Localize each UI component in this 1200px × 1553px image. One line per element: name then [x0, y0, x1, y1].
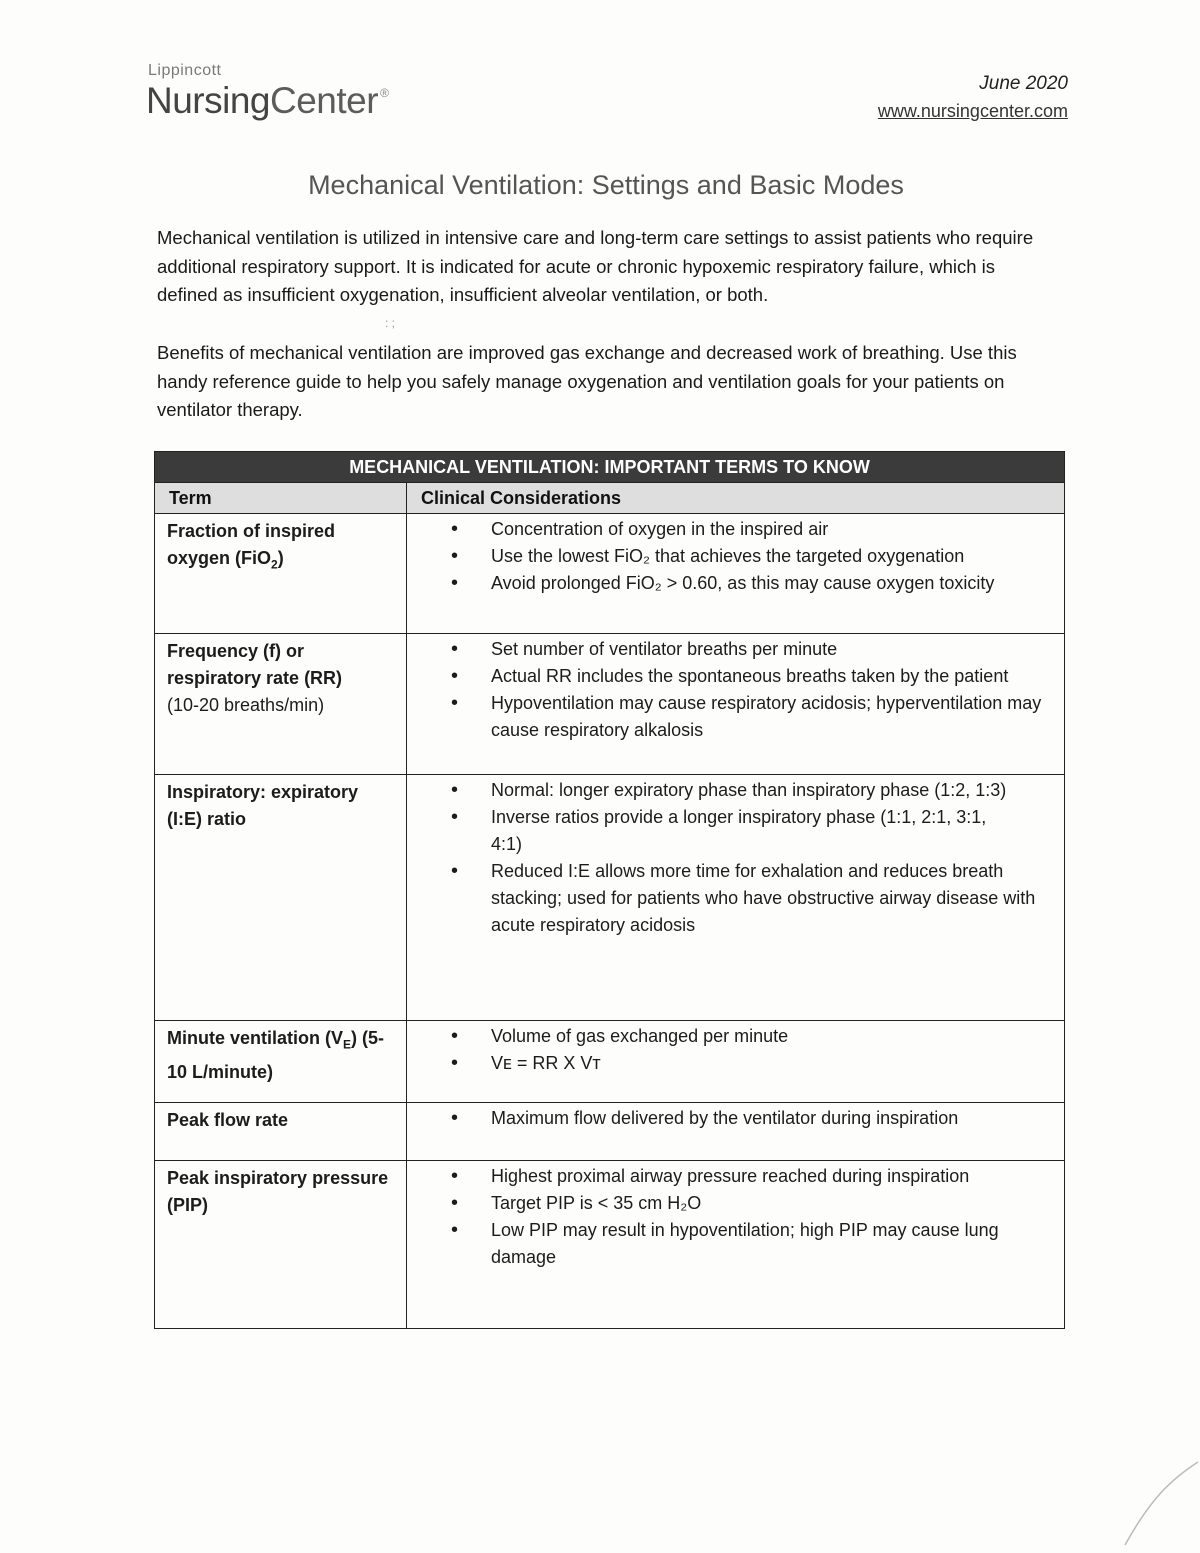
table-header-row — [155, 483, 1065, 514]
term-cell — [155, 1021, 407, 1103]
scan-specks: : ; — [385, 316, 396, 330]
term-cell — [155, 1161, 407, 1329]
note-item: • Low PIP may result in hypoventilation; high PIP may cause lung damage — [439, 1217, 1054, 1271]
term-cell — [155, 1103, 407, 1161]
note-item: • Actual RR includes the spontaneous breaths taken by the patient — [439, 663, 1054, 690]
term-text: Frequency (f) or respiratory rate (RR) — [167, 641, 343, 688]
brand-top-text: Lippincott — [148, 62, 222, 79]
note-item: • Inverse ratios provide a longer inspiratory phase (1:1, 2:1, 3:1, 4:1) — [439, 804, 1054, 858]
term-cell — [155, 634, 407, 775]
note-item: • Avoid prolonged FiO₂ > 0.60, as this may cause oxygen toxicity — [439, 570, 1054, 597]
brand-logo — [146, 80, 388, 122]
intro-paragraph-1: Mechanical ventilation is utilized in intensive care and long-term care settings to assist patients who require additional respiratory support. It is indicated for acute or chronic hypoxemic respiratory failure, which is defined as insufficient oxygenation, insufficient alveolar ventilation, or both. — [157, 227, 1034, 305]
term-text: Peak flow rate — [167, 1110, 289, 1130]
note-item: • Highest proximal airway pressure reached during inspiration — [439, 1163, 1054, 1190]
term-cell — [155, 775, 407, 1021]
page-title: Mechanical Ventilation: Settings and Basic Modes — [308, 170, 904, 200]
note-item: • Normal: longer expiratory phase than inspiratory phase (1:2, 1:3) — [439, 777, 1054, 804]
term-text: Peak inspiratory pressure (PIP) — [167, 1168, 389, 1215]
term-text: Minute ventilation (V — [167, 1028, 344, 1048]
note-item: • Set number of ventilator breaths per minute — [439, 636, 1054, 663]
terms-table — [154, 451, 1065, 1329]
notes-cell — [407, 1161, 1065, 1329]
term-subscript: 2 — [271, 557, 278, 572]
notes-cell — [407, 1103, 1065, 1161]
table-row — [155, 1103, 1065, 1161]
notes-cell — [407, 775, 1065, 1021]
note-item: • Volume of gas exchanged per minute — [439, 1023, 1054, 1050]
term-subscript: E — [343, 1037, 352, 1052]
column-header-notes: Clinical Considerations — [407, 483, 1065, 514]
note-item: • Target PIP is < 35 cm H₂O — [439, 1190, 1054, 1217]
table-row — [155, 775, 1065, 1021]
notes-cell — [407, 1021, 1065, 1103]
notes-cell — [407, 514, 1065, 634]
term-text-end: ) — [277, 548, 284, 568]
table-row — [155, 634, 1065, 775]
note-item: • Concentration of oxygen in the inspired air — [439, 516, 1054, 543]
intro-paragraph-2: Benefits of mechanical ventilation are improved gas exchange and decreased work of breathing. Use this handy reference guide to help you safely manage oxygenation and ventilation goals for your patients on ventilator therapy. — [157, 342, 1017, 420]
note-item: • Vᴇ = RR X Vᴛ — [439, 1050, 1054, 1077]
brand-main-a: Nursing — [146, 80, 270, 121]
table-banner: MECHANICAL VENTILATION: IMPORTANT TERMS TO KNOW — [155, 452, 1065, 483]
term-text-end: ) (5-10 L/minute) — [167, 1028, 385, 1082]
term-text: Inspiratory: expiratory (I:E) ratio — [167, 782, 359, 829]
note-item: • Reduced I:E allows more time for exhalation and reduces breath stacking; used for patients who have obstructive airway disease with acute respiratory acidosis — [439, 858, 1054, 939]
issue-date: June 2020 — [979, 73, 1068, 94]
note-item: • Maximum flow delivered by the ventilator during inspiration — [439, 1105, 1054, 1132]
website-link[interactable]: www.nursingcenter.com — [877, 101, 1068, 121]
table-row — [155, 1161, 1065, 1329]
registered-mark: ® — [380, 86, 389, 100]
table-banner-row — [155, 452, 1065, 483]
term-cell — [155, 514, 407, 634]
table-row — [155, 514, 1065, 634]
term-text: Fraction of inspired oxygen (FiO — [167, 521, 336, 568]
column-header-term: Term — [155, 483, 407, 514]
note-item: • Hypoventilation may cause respiratory acidosis; hyperventilation may cause respiratory alkalosis — [439, 690, 1054, 744]
note-item: • Use the lowest FiO₂ that achieves the targeted oxygenation — [439, 543, 1054, 570]
brand-main-b: Center — [270, 80, 379, 121]
table-row — [155, 1021, 1065, 1103]
notes-cell — [407, 634, 1065, 775]
term-range: (10-20 breaths/min) — [167, 695, 325, 715]
scan-artifact-line — [1110, 1460, 1200, 1553]
